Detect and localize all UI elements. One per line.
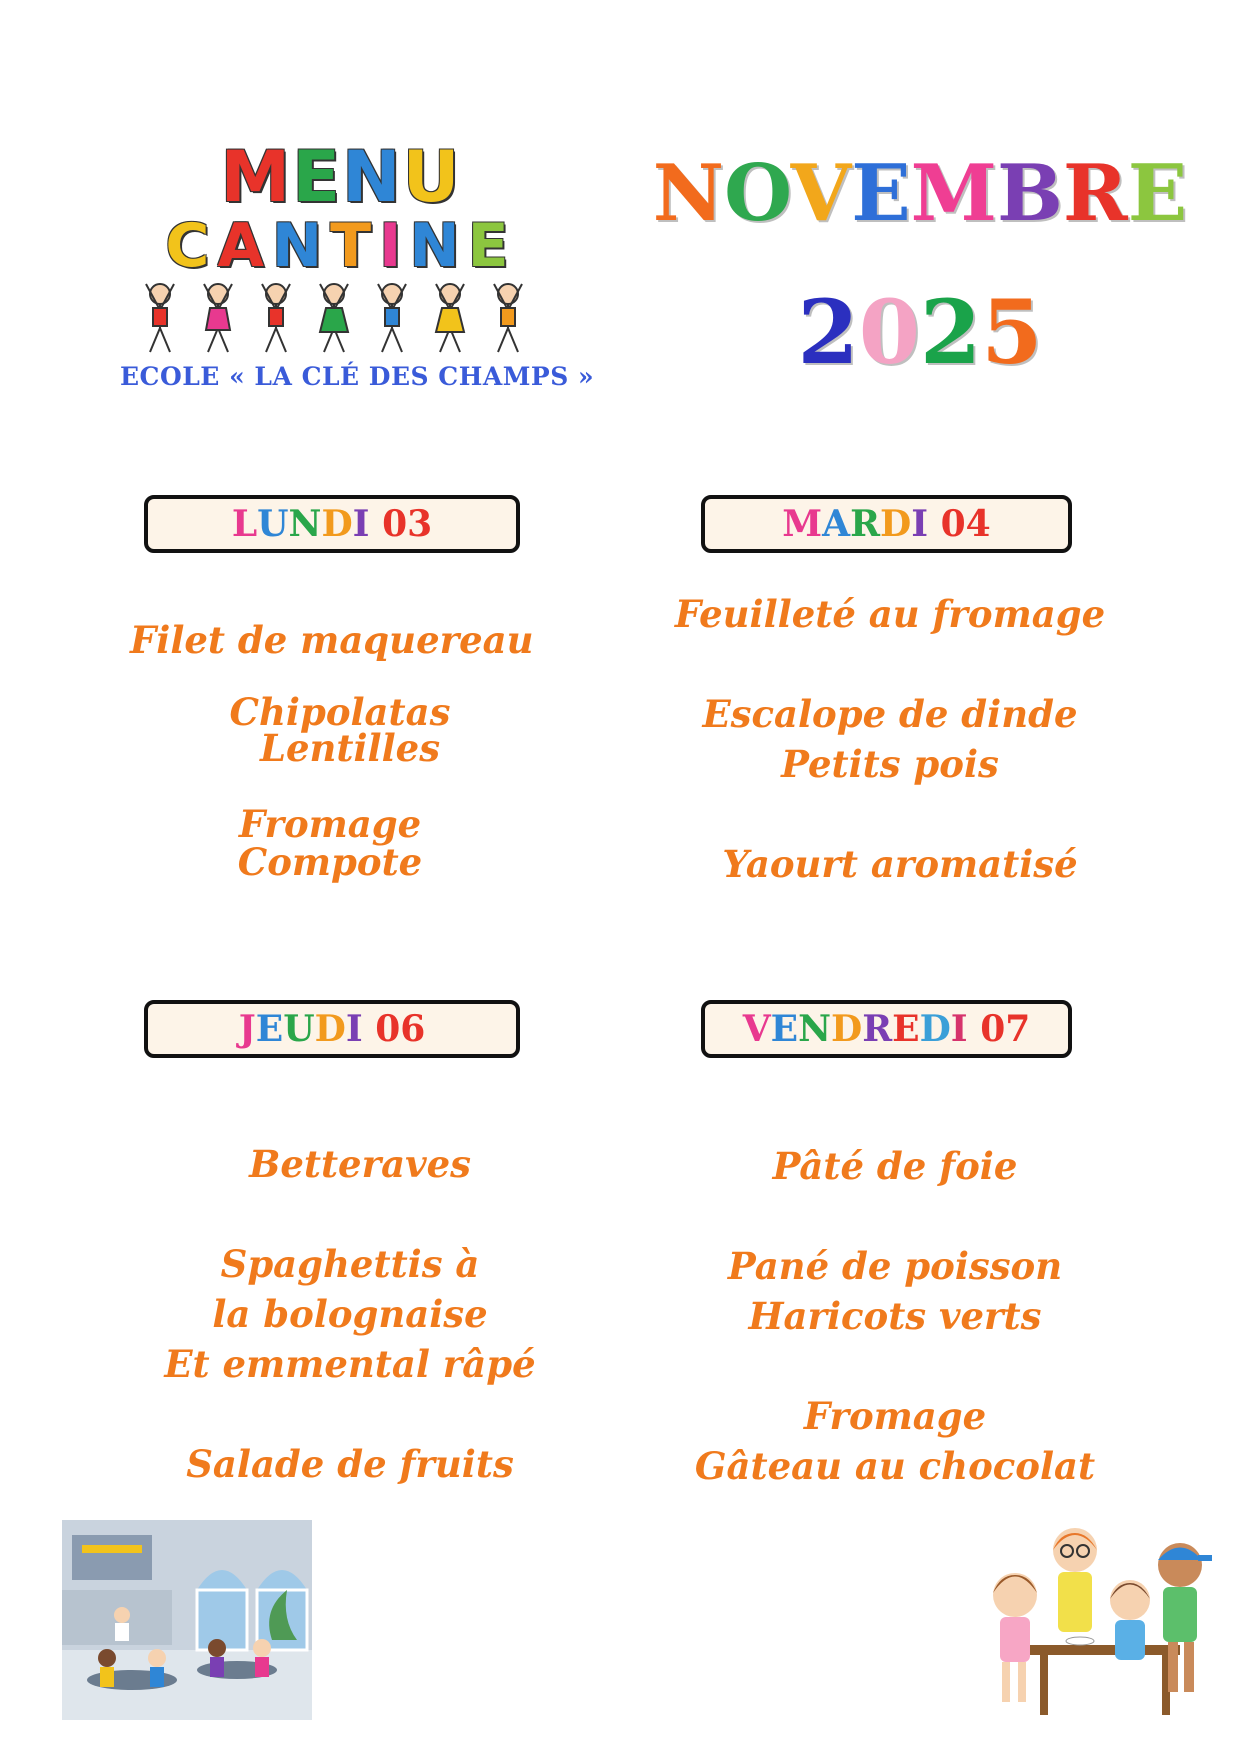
kids-eating-at-table-illustration — [960, 1515, 1215, 1735]
day-letter: A — [822, 503, 851, 545]
day-letter: E — [255, 1008, 284, 1050]
year-digit: 2 — [797, 280, 859, 384]
menu-item: Fromage — [803, 1394, 987, 1438]
day-letter: D — [880, 503, 912, 545]
day-letter: I — [352, 503, 370, 545]
year-digit: 5 — [981, 280, 1043, 384]
month-letter: O — [724, 148, 791, 239]
logo-letter: A — [217, 211, 270, 281]
kids-holding-letters-illustration — [130, 278, 550, 358]
menu-cantine-logo — [120, 136, 595, 410]
menu-item: Fromage — [238, 802, 422, 846]
menu-item: Spaghettis à — [220, 1242, 480, 1286]
menu-item: la bolognaise — [212, 1292, 488, 1336]
logo-word-menu — [120, 136, 560, 218]
day-letter: U — [283, 1008, 315, 1050]
day-letter: R — [850, 503, 880, 545]
day-header-mardi — [701, 495, 1072, 553]
year-title — [760, 282, 1080, 382]
day-letter: I — [345, 1008, 363, 1050]
day-number: 04 — [940, 503, 991, 545]
logo-letter: N — [271, 211, 329, 281]
logo-letter: M — [220, 136, 291, 218]
day-letter: D — [919, 1008, 951, 1050]
day-letter: R — [862, 1008, 893, 1050]
logo-letter: I — [379, 211, 408, 281]
month-title — [640, 148, 1200, 240]
day-letter: D — [321, 503, 353, 545]
menu-item: Salade de fruits — [186, 1442, 514, 1486]
logo-letter: E — [467, 211, 515, 281]
day-letter: U — [257, 503, 289, 545]
logo-letter: C — [165, 211, 216, 281]
day-letter: I — [950, 1008, 968, 1050]
menu-item: Filet de maquereau — [130, 618, 534, 662]
menu-item: Chipolatas — [229, 690, 451, 734]
day-letter: I — [911, 503, 929, 545]
day-number: 07 — [980, 1008, 1031, 1050]
day-letter: V — [742, 1008, 771, 1050]
logo-letter: N — [342, 136, 401, 218]
day-header-vendredi — [701, 1000, 1072, 1058]
school-canteen-illustration — [62, 1520, 312, 1720]
menu-item: Compote — [237, 840, 423, 884]
day-letter: D — [830, 1008, 863, 1050]
menu-item: Yaourt aromatisé — [722, 842, 1078, 886]
year-digit: 0 — [858, 280, 920, 384]
month-letter: M — [910, 148, 997, 239]
menu-item: Feuilleté au fromage — [674, 592, 1106, 636]
month-letter: E — [851, 148, 911, 239]
day-letter: E — [770, 1008, 799, 1050]
month-letter: B — [996, 148, 1063, 239]
menu-item: Lentilles — [259, 726, 441, 770]
menu-item: Haricots verts — [748, 1294, 1042, 1338]
day-number: 03 — [382, 503, 433, 545]
school-name: ECOLE « LA CLÉ DES CHAMPS » — [120, 362, 595, 391]
month-letter: V — [790, 148, 852, 239]
day-letter: M — [782, 503, 823, 545]
menu-item: Pané de poisson — [727, 1244, 1063, 1288]
day-header-jeudi — [144, 1000, 520, 1058]
day-letter: N — [798, 1008, 831, 1050]
menu-item: Gâteau au chocolat — [694, 1444, 1096, 1488]
day-header-lundi — [144, 495, 520, 553]
day-letter: L — [231, 503, 258, 545]
logo-letter: T — [330, 211, 378, 281]
menu-item: Et emmental râpé — [164, 1342, 536, 1386]
logo-letter: N — [409, 211, 466, 281]
month-letter: E — [1127, 148, 1188, 239]
menu-item: Petits pois — [781, 742, 999, 786]
day-letter: N — [288, 503, 322, 545]
year-digit: 2 — [920, 280, 982, 384]
menu-item: Pâté de foie — [772, 1144, 1018, 1188]
day-letter: J — [238, 1008, 256, 1050]
month-letter: R — [1062, 148, 1128, 239]
day-letter: E — [892, 1008, 920, 1050]
day-number: 06 — [375, 1008, 426, 1050]
logo-word-cantine — [120, 211, 560, 281]
menu-item: Betteraves — [249, 1142, 471, 1186]
logo-letter: E — [292, 136, 341, 218]
month-letter: N — [652, 148, 725, 239]
logo-letter: U — [402, 136, 460, 218]
day-letter: D — [314, 1008, 346, 1050]
menu-item: Escalope de dinde — [702, 692, 1078, 736]
